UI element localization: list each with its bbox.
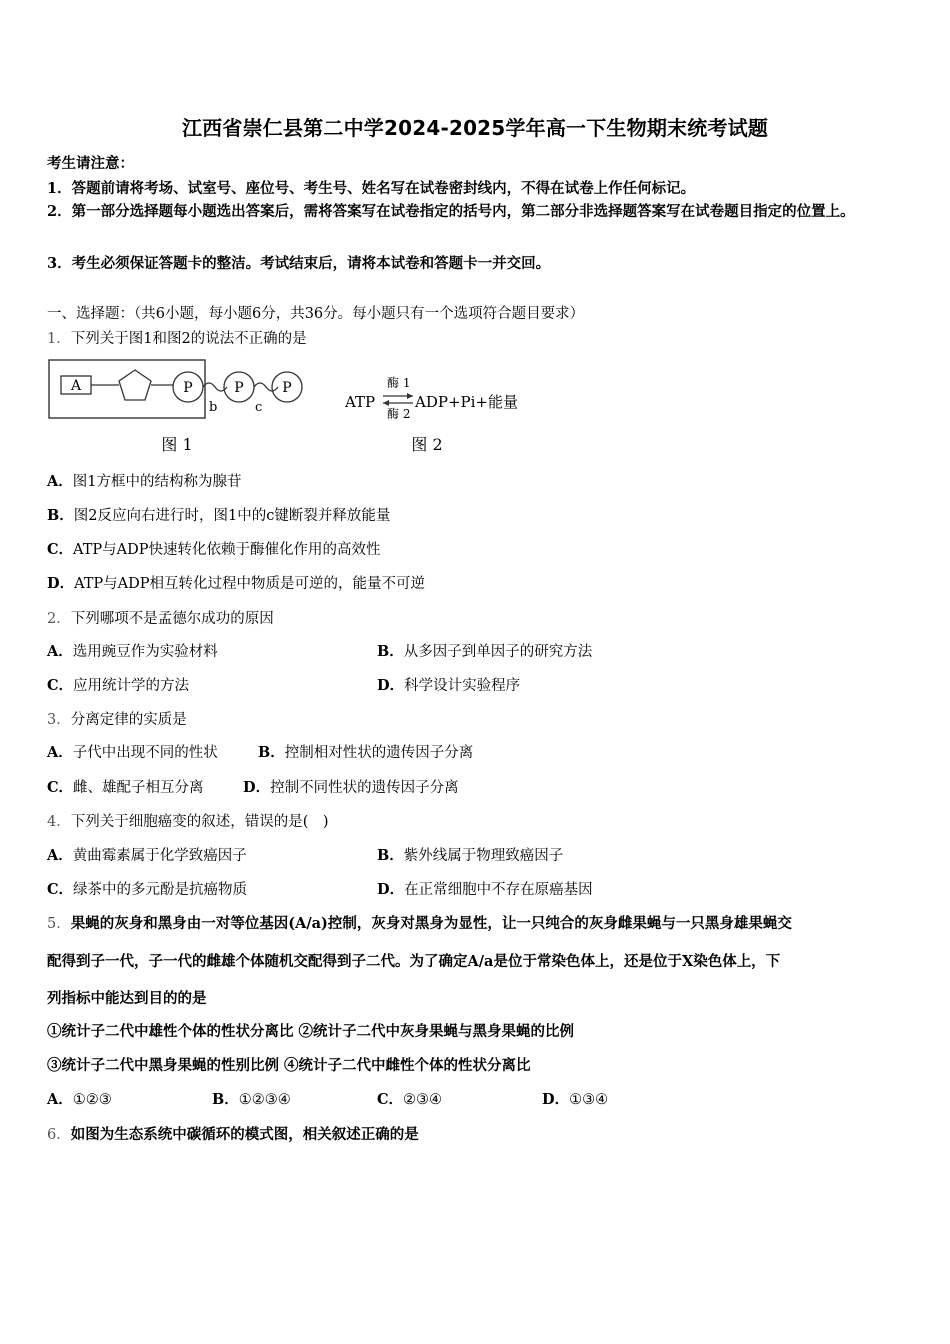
- q1-option-d[interactable]: D．ATP与ADP相互转化过程中物质是可逆的，能量不可逆: [47, 575, 426, 592]
- enzyme-1-label: 酶 1: [387, 376, 411, 390]
- question-number: 1．: [47, 331, 71, 347]
- q3-option-c[interactable]: C．雌、雄配子相互分离: [47, 779, 204, 796]
- question-1: [47, 327, 307, 348]
- question-6: [47, 1123, 419, 1144]
- ribose-pentagon: [119, 370, 151, 400]
- notice-item-1: 1．答题前请将考场、试室号、座位号、考生号、姓名写在试卷密封线内，不得在试卷上作任何标记。: [47, 180, 696, 197]
- question-stem-line-2: 配得到子一代，子一代的雌雄个体随机交配得到子二代。为了确定A/a是位于常染色体上，还是位于X染色体上，下: [47, 953, 781, 970]
- q1-option-a[interactable]: A．图1方框中的结构称为腺苷: [47, 473, 242, 490]
- notice-heading: 考生请注意：: [47, 155, 134, 172]
- question-number: 6．: [47, 1127, 71, 1143]
- question-stem: 下列哪项不是孟德尔成功的原因: [70, 611, 274, 627]
- atp-figure: [47, 356, 547, 456]
- phosphate-label: P: [183, 380, 193, 396]
- question-stem-line-3: 列指标中能达到目的的是: [47, 990, 207, 1007]
- figure-1-caption: 图 1: [161, 435, 193, 454]
- q3-option-b[interactable]: B．控制相对性状的遗传因子分离: [258, 744, 474, 761]
- question-4: [47, 810, 329, 831]
- question-stem: 分离定律的实质是: [70, 712, 187, 728]
- q2-option-a[interactable]: A．选用豌豆作为实验材料: [47, 643, 218, 660]
- phosphate-label: P: [234, 380, 244, 396]
- phosphate-label: P: [282, 380, 292, 396]
- q5-option-d[interactable]: D．①③④: [542, 1091, 609, 1108]
- q4-option-c[interactable]: C．绿茶中的多元酚是抗癌物质: [47, 881, 248, 898]
- q1-option-c[interactable]: C．ATP与ADP快速转化依赖于酶催化作用的高效性: [47, 541, 381, 558]
- statements-line-1: ①统计子二代中雄性个体的性状分离比 ②统计子二代中灰身果蝇与黑身果蝇的比例: [47, 1023, 575, 1040]
- q5-option-a[interactable]: A．①②③: [47, 1091, 112, 1108]
- q2-option-d[interactable]: D．科学设计实验程序: [377, 677, 521, 694]
- q5-option-c[interactable]: C．②③④: [377, 1091, 443, 1108]
- figure-2: [344, 375, 518, 454]
- question-2: [47, 607, 274, 628]
- question-5: [47, 912, 792, 933]
- statements-line-2: ③统计子二代中黑身果蝇的性别比例 ④统计子二代中雌性个体的性状分离比: [47, 1057, 531, 1074]
- products-label: ADP+Pi+能量: [415, 393, 518, 411]
- question-stem: 下列关于图1和图2的说法不正确的是: [70, 331, 307, 347]
- question-stem: 下列关于细胞癌变的叙述，错误的是( ): [70, 814, 329, 830]
- bond-c: [254, 383, 278, 391]
- notice-item-2: 2．第一部分选择题每小题选出答案后，需将答案写在试卷指定的括号内，第二部分非选择题答案写在试卷题目指定的位置上。: [47, 203, 855, 220]
- question-number: 4．: [47, 814, 71, 830]
- notice-item-3: 3．考生必须保证答题卡的整洁。考试结束后，请将本试卷和答题卡一并交回。: [47, 255, 551, 272]
- q4-option-a[interactable]: A．黄曲霉素属于化学致癌因子: [47, 847, 247, 864]
- bond-b-label: b: [209, 400, 218, 415]
- figure-1: [49, 360, 302, 454]
- adenine-label: A: [70, 378, 82, 394]
- q3-option-d[interactable]: D．控制不同性状的遗传因子分离: [243, 779, 459, 796]
- atp-label: ATP: [345, 393, 376, 411]
- section-heading: 一、选择题：（共6小题，每小题6分，共36分。每小题只有一个选项符合题目要求）: [47, 306, 585, 322]
- question-3: [47, 708, 187, 729]
- page-title: 江西省崇仁县第二中学2024-2025学年高一下生物期末统考试题: [181, 116, 769, 140]
- figure-2-caption: 图 2: [411, 435, 443, 454]
- q1-option-b[interactable]: B．图2反应向右进行时，图1中的c键断裂并释放能量: [47, 507, 391, 524]
- q5-option-b[interactable]: B．①②③④: [212, 1091, 291, 1108]
- question-number: 2．: [47, 611, 71, 627]
- question-number: 5．: [47, 916, 71, 932]
- question-stem-line-1: 果蝇的灰身和黑身由一对等位基因(A/a)控制，灰身对黑身为显性，让一只纯合的灰身雌果蝇与一只黑身雄果蝇交: [70, 915, 792, 932]
- bond-c-label: c: [255, 400, 263, 415]
- q2-option-b[interactable]: B．从多因子到单因子的研究方法: [377, 643, 593, 660]
- q2-option-c[interactable]: C．应用统计学的方法: [47, 677, 190, 694]
- q4-option-d[interactable]: D．在正常细胞中不存在原癌基因: [377, 881, 593, 898]
- enzyme-2-label: 酶 2: [387, 407, 411, 421]
- q4-option-b[interactable]: B．紫外线属于物理致癌因子: [377, 847, 564, 864]
- question-number: 3．: [47, 712, 71, 728]
- q3-option-a[interactable]: A．子代中出现不同的性状: [47, 744, 218, 761]
- question-stem: 如图为生态系统中碳循环的模式图，相关叙述正确的是: [70, 1126, 419, 1143]
